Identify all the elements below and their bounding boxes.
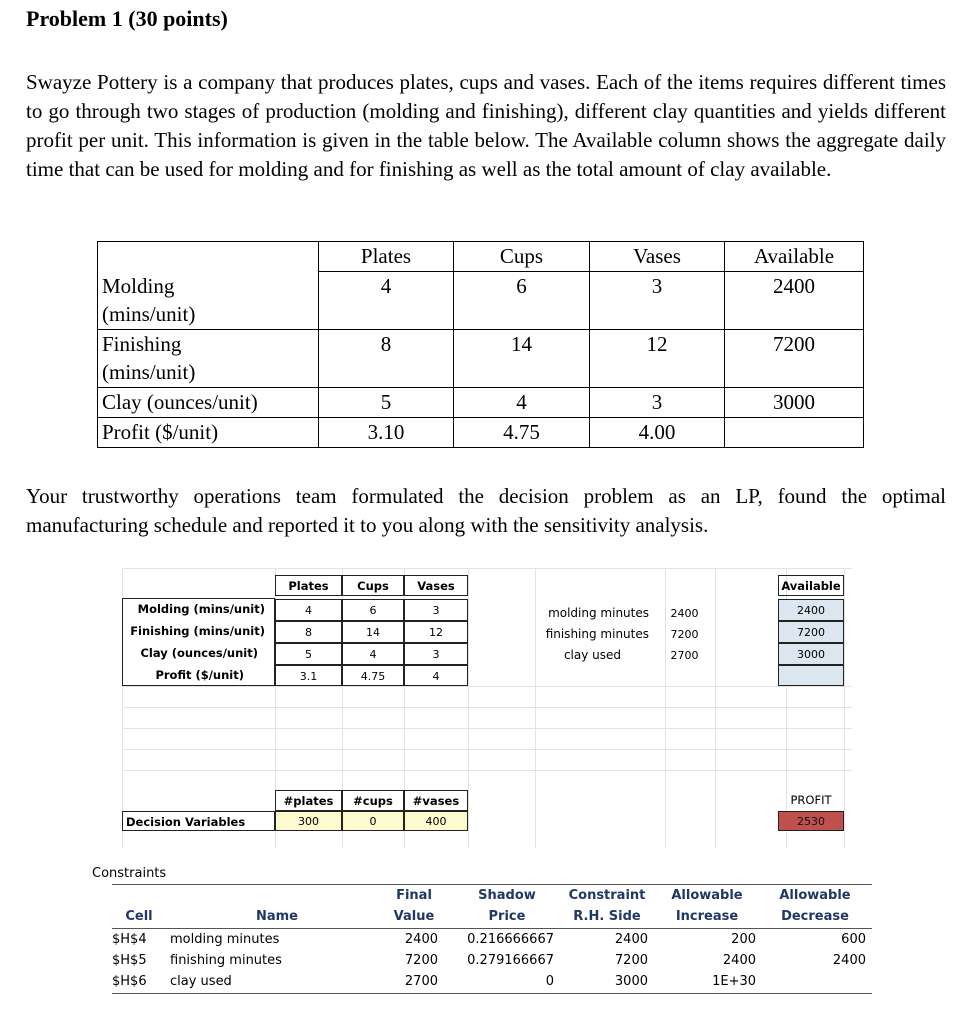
table-cell: 14	[454, 330, 590, 388]
row-cell: $H$6	[112, 974, 147, 989]
table-cell: 12	[590, 330, 725, 388]
sheet-row-label: Profit ($/unit)	[155, 668, 244, 682]
sheet-row-label: Finishing (mins/unit)	[130, 624, 265, 638]
available-cell[interactable]: 7200	[778, 621, 844, 643]
row-cell: $H$4	[112, 932, 147, 947]
available-cell[interactable]: 2400	[778, 599, 844, 621]
dv-plates-cell[interactable]: 300	[275, 811, 342, 831]
table-cell: 3000	[725, 388, 864, 418]
row-inc: 1E+30	[712, 974, 756, 989]
sheet-cell[interactable]: 3	[404, 643, 468, 665]
row-final: 7200	[404, 953, 438, 968]
profit-cell[interactable]: 2530	[778, 811, 844, 831]
table-cell: 3	[590, 388, 725, 418]
head-cell: Cell	[125, 909, 153, 924]
sheet-header-available: Available	[778, 575, 844, 596]
table-row	[98, 418, 864, 448]
sheet-header-vases: Vases	[404, 575, 468, 596]
table-cell: 3.10	[319, 418, 454, 448]
row-name: clay used	[170, 974, 232, 989]
dv-header-vases: #vases	[404, 790, 468, 811]
used-label: molding minutes	[548, 606, 649, 620]
sheet-row-label: Molding (mins/unit)	[137, 602, 265, 616]
dv-vases-cell[interactable]: 400	[404, 811, 468, 831]
row-inc: 200	[731, 932, 756, 947]
table-corner	[98, 242, 319, 272]
head-increase: Increase	[675, 909, 739, 924]
row-shadow: 0.216666667	[467, 932, 554, 947]
head-shadow: Shadow	[478, 888, 536, 903]
spreadsheet-model	[92, 568, 852, 848]
used-label: finishing minutes	[545, 627, 649, 641]
sheet-cell[interactable]: 4	[404, 665, 468, 686]
table-cell: 8	[319, 330, 454, 388]
head-decrease: Decrease	[781, 909, 849, 924]
head-rhs: R.H. Side	[573, 909, 641, 924]
sheet-header-plates: Plates	[275, 575, 342, 596]
report-bottom-rule	[112, 993, 872, 994]
sheet-cell[interactable]: 6	[342, 599, 404, 621]
row-name: molding minutes	[170, 932, 280, 947]
problem-title: Problem 1 (30 points)	[26, 6, 228, 31]
sheet-cell[interactable]: 4	[342, 643, 404, 665]
profit-label: PROFIT	[790, 793, 832, 807]
row-dec: 600	[841, 932, 866, 947]
sheet-cell[interactable]: 3.1	[275, 665, 342, 686]
row-label: Finishing	[102, 332, 182, 356]
dv-header-plates: #plates	[275, 790, 342, 811]
sheet-row-label: Clay (ounces/unit)	[140, 646, 258, 660]
report-header-rule	[112, 928, 872, 929]
table-cell: 4	[454, 388, 590, 418]
table-row	[98, 272, 864, 330]
row-label: Profit ($/unit)	[98, 418, 319, 448]
row-label-unit: (mins/unit)	[102, 360, 196, 384]
row-shadow: 0.279166667	[467, 953, 554, 968]
dv-header-cups: #cups	[342, 790, 404, 811]
row-shadow: 0	[545, 974, 554, 989]
report-top-rule	[112, 884, 872, 885]
row-dec: 2400	[832, 953, 866, 968]
sheet-cell[interactable]: 4	[275, 599, 342, 621]
production-table	[97, 241, 864, 448]
head-allowable-dec: Allowable	[779, 888, 851, 903]
row-rhs: 7200	[614, 953, 648, 968]
row-cell: $H$5	[112, 953, 147, 968]
col-header-vases: Vases	[590, 242, 725, 272]
row-label: Molding	[102, 273, 175, 298]
head-name: Name	[255, 909, 298, 924]
sheet-header-cups: Cups	[342, 575, 404, 596]
table-cell: 6	[454, 272, 590, 330]
dv-cups-cell[interactable]: 0	[342, 811, 404, 831]
used-label: clay used	[563, 648, 621, 662]
table-cell: 7200	[725, 330, 864, 388]
used-value[interactable]: 2400	[670, 607, 699, 620]
table-row	[98, 388, 864, 418]
table-cell: 3	[590, 272, 725, 330]
available-cell[interactable]	[778, 665, 844, 686]
row-rhs: 3000	[614, 974, 648, 989]
row-final: 2700	[404, 974, 438, 989]
row-inc: 2400	[722, 953, 756, 968]
table-cell	[725, 418, 864, 448]
table-cell: 4.75	[454, 418, 590, 448]
col-header-available: Available	[725, 242, 864, 272]
sheet-cell[interactable]: 14	[342, 621, 404, 643]
decision-variables-label: Decision Variables	[122, 811, 275, 831]
table-cell: 5	[319, 388, 454, 418]
table-row	[98, 330, 864, 388]
sheet-cell[interactable]: 12	[404, 621, 468, 643]
row-name: finishing minutes	[170, 953, 282, 968]
used-value[interactable]: 2700	[670, 649, 699, 662]
table-cell: 4.00	[590, 418, 725, 448]
available-cell[interactable]: 3000	[778, 643, 844, 665]
head-final: Final	[396, 888, 432, 903]
head-constraint: Constraint	[568, 888, 646, 903]
col-header-cups: Cups	[454, 242, 590, 272]
sheet-cell[interactable]: 3	[404, 599, 468, 621]
sheet-cell[interactable]: 5	[275, 643, 342, 665]
head-value: Value	[393, 909, 435, 924]
table-cell: 4	[319, 272, 454, 330]
analysis-paragraph: Your trustworthy operations team formulated the decision problem as an LP, found the optimal manufacturing schedule and reported it to you along with the sensitivity analysis.	[26, 484, 946, 537]
constraints-title: Constraints	[92, 866, 167, 881]
row-rhs: 2400	[614, 932, 648, 947]
head-price: Price	[488, 909, 526, 924]
head-allowable-inc: Allowable	[671, 888, 743, 903]
intro-paragraph: Swayze Pottery is a company that produces plates, cups and vases. Each of the items requires different times to go through two stages of production (molding and finishing), different clay quantities and yields different profit per unit. This information is given in the table below. The Available column shows the aggregate daily time that can be used for molding and for finishing as well as the total amount of clay available.	[26, 70, 946, 181]
col-header-plates: Plates	[319, 242, 454, 272]
constraints-report	[92, 862, 872, 1002]
sheet-cell[interactable]: 4.75	[342, 665, 404, 686]
used-value[interactable]: 7200	[670, 628, 699, 641]
row-label: Clay (ounces/unit)	[98, 388, 319, 418]
table-cell: 2400	[725, 272, 864, 330]
row-final: 2400	[404, 932, 438, 947]
sheet-cell[interactable]: 8	[275, 621, 342, 643]
row-label-unit: (mins/unit)	[102, 301, 196, 326]
